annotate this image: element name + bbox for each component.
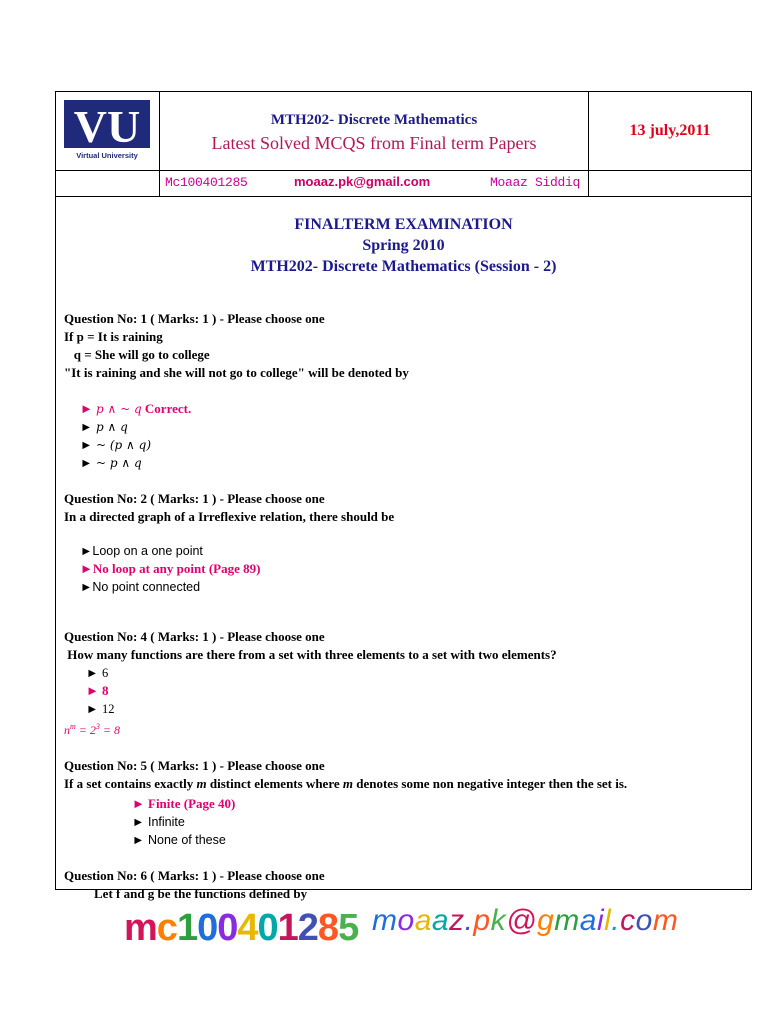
triangle-bullet-icon: ► xyxy=(80,561,93,576)
question-2 xyxy=(64,490,744,596)
option: ►Loop on a one point xyxy=(80,544,203,558)
triangle-bullet-icon: ► xyxy=(86,683,99,698)
option: ► p ∧ q xyxy=(80,420,128,434)
footer-email-watermark xyxy=(372,904,678,938)
formula: $n^m = 2^3 = 8$ xyxy=(64,722,120,737)
watermark-letter: m xyxy=(554,904,580,937)
svg-text:Virtual University: Virtual University xyxy=(76,151,138,160)
watermark-letter: 2 xyxy=(297,907,318,949)
question-1 xyxy=(64,310,744,472)
option: ► 12 xyxy=(86,702,115,716)
watermark-letter: p xyxy=(473,904,491,937)
option: ► ~ (p ∧ q) xyxy=(80,438,152,452)
triangle-bullet-icon: ► xyxy=(80,401,93,416)
watermark-letter: 0 xyxy=(217,907,238,949)
watermark-letter: g xyxy=(537,904,555,937)
watermark-letter: c xyxy=(620,904,636,937)
watermark-letter: @ xyxy=(506,904,538,937)
watermark-letter: o xyxy=(397,904,415,937)
option: ►No point connected xyxy=(80,580,201,594)
watermark-letter: a xyxy=(414,904,432,937)
option-correct: ► 8 xyxy=(86,683,109,698)
option-correct: ►No loop at any point (Page 89) xyxy=(80,561,261,576)
watermark-letter: i xyxy=(596,904,605,937)
watermark-letter: a xyxy=(431,904,450,937)
watermark-letter: 0 xyxy=(197,907,218,949)
question-line: Let f and g be the functions defined by xyxy=(94,886,308,901)
svg-text:VU: VU xyxy=(73,101,141,152)
triangle-bullet-icon: ► xyxy=(80,544,93,558)
exam-term: Spring 2010 xyxy=(362,237,445,254)
exam-course: MTH202- Discrete Mathematics (Session - 2) xyxy=(250,258,557,275)
question-head: Question No: 5 ( Marks: 1 ) - Please choose one xyxy=(64,758,325,773)
footer-id-watermark xyxy=(124,907,358,950)
watermark-letter: m xyxy=(124,907,157,949)
questions xyxy=(64,310,744,903)
subtitle: Latest Solved MCQS from Final term Papers xyxy=(211,133,537,153)
option: ► None of these xyxy=(132,833,226,847)
option-correct: ► p ∧ ~ q Correct. xyxy=(80,401,192,416)
triangle-bullet-icon: ► xyxy=(86,666,99,680)
question-4 xyxy=(64,628,744,739)
watermark-letter: m xyxy=(652,904,679,937)
triangle-bullet-icon: ► xyxy=(86,702,99,716)
date-cell xyxy=(589,92,751,170)
watermark-letter: . xyxy=(464,904,474,937)
exam-title: FINALTERM EXAMINATION xyxy=(294,216,513,233)
exam-heading xyxy=(56,214,751,277)
triangle-bullet-icon: ► xyxy=(80,438,93,452)
option: ► 6 xyxy=(86,666,109,680)
triangle-bullet-icon: ► xyxy=(80,580,93,594)
question-head: Question No: 2 ( Marks: 1 ) - Please choose one xyxy=(64,491,325,506)
triangle-bullet-icon: ► xyxy=(132,796,145,811)
question-5 xyxy=(64,757,744,849)
question-6 xyxy=(64,867,744,903)
question-head: Question No: 6 ( Marks: 1 ) - Please choose one xyxy=(64,868,325,883)
triangle-bullet-icon: ► xyxy=(132,833,145,847)
triangle-bullet-icon: ► xyxy=(80,456,93,470)
title-cell xyxy=(160,92,588,170)
question-line: How many functions are there from a set with three elements to a set with two elements? xyxy=(64,647,557,662)
watermark-letter: 4 xyxy=(237,907,258,949)
watermark-letter: 5 xyxy=(338,907,359,949)
course-title: MTH202- Discrete Mathematics xyxy=(270,112,478,128)
question-line: "It is raining and she will not go to college" will be denoted by xyxy=(64,365,409,380)
document-frame xyxy=(55,91,752,901)
watermark-letter: 1 xyxy=(176,907,198,949)
question-line: If a set contains exactly m distinct elements where m denotes some non negative integer then the set is. xyxy=(64,776,628,791)
date: 13 july,2011 xyxy=(629,122,711,139)
author-name: Moaaz Siddiq xyxy=(490,175,581,190)
watermark-letter: z xyxy=(449,904,465,937)
option: ► Infinite xyxy=(132,815,185,829)
question-line: In a directed graph of a Irreflexive relation, there should be xyxy=(64,509,395,524)
watermark-letter: 0 xyxy=(257,907,278,949)
student-id: Mc100401285 xyxy=(165,175,248,190)
watermark-letter: . xyxy=(611,904,621,937)
header-row xyxy=(56,92,751,171)
vu-logo-icon xyxy=(56,92,159,170)
option: ► ~ p ∧ q xyxy=(80,456,142,470)
question-line: If p = It is raining xyxy=(64,329,163,344)
contact-row xyxy=(56,170,751,197)
watermark-letter: c xyxy=(156,907,177,949)
watermark-letter: 1 xyxy=(277,907,298,949)
watermark-letter: m xyxy=(372,904,398,937)
question-line: q = She will go to college xyxy=(64,347,210,362)
triangle-bullet-icon: ► xyxy=(132,815,145,829)
watermark-letter: 8 xyxy=(317,907,339,949)
watermark-letter: k xyxy=(490,904,507,937)
option-correct: ► Finite (Page 40) xyxy=(132,796,236,811)
watermark-letter: l xyxy=(604,904,612,937)
watermark-letter: a xyxy=(579,904,597,937)
email[interactable]: moaaz.pk@gmail.com xyxy=(294,174,431,189)
vu-logo xyxy=(56,92,159,170)
question-head: Question No: 1 ( Marks: 1 ) - Please choose one xyxy=(64,311,325,326)
triangle-bullet-icon: ► xyxy=(80,420,93,434)
watermark-letter: o xyxy=(635,904,653,937)
question-head: Question No: 4 ( Marks: 1 ) - Please choose one xyxy=(64,629,325,644)
